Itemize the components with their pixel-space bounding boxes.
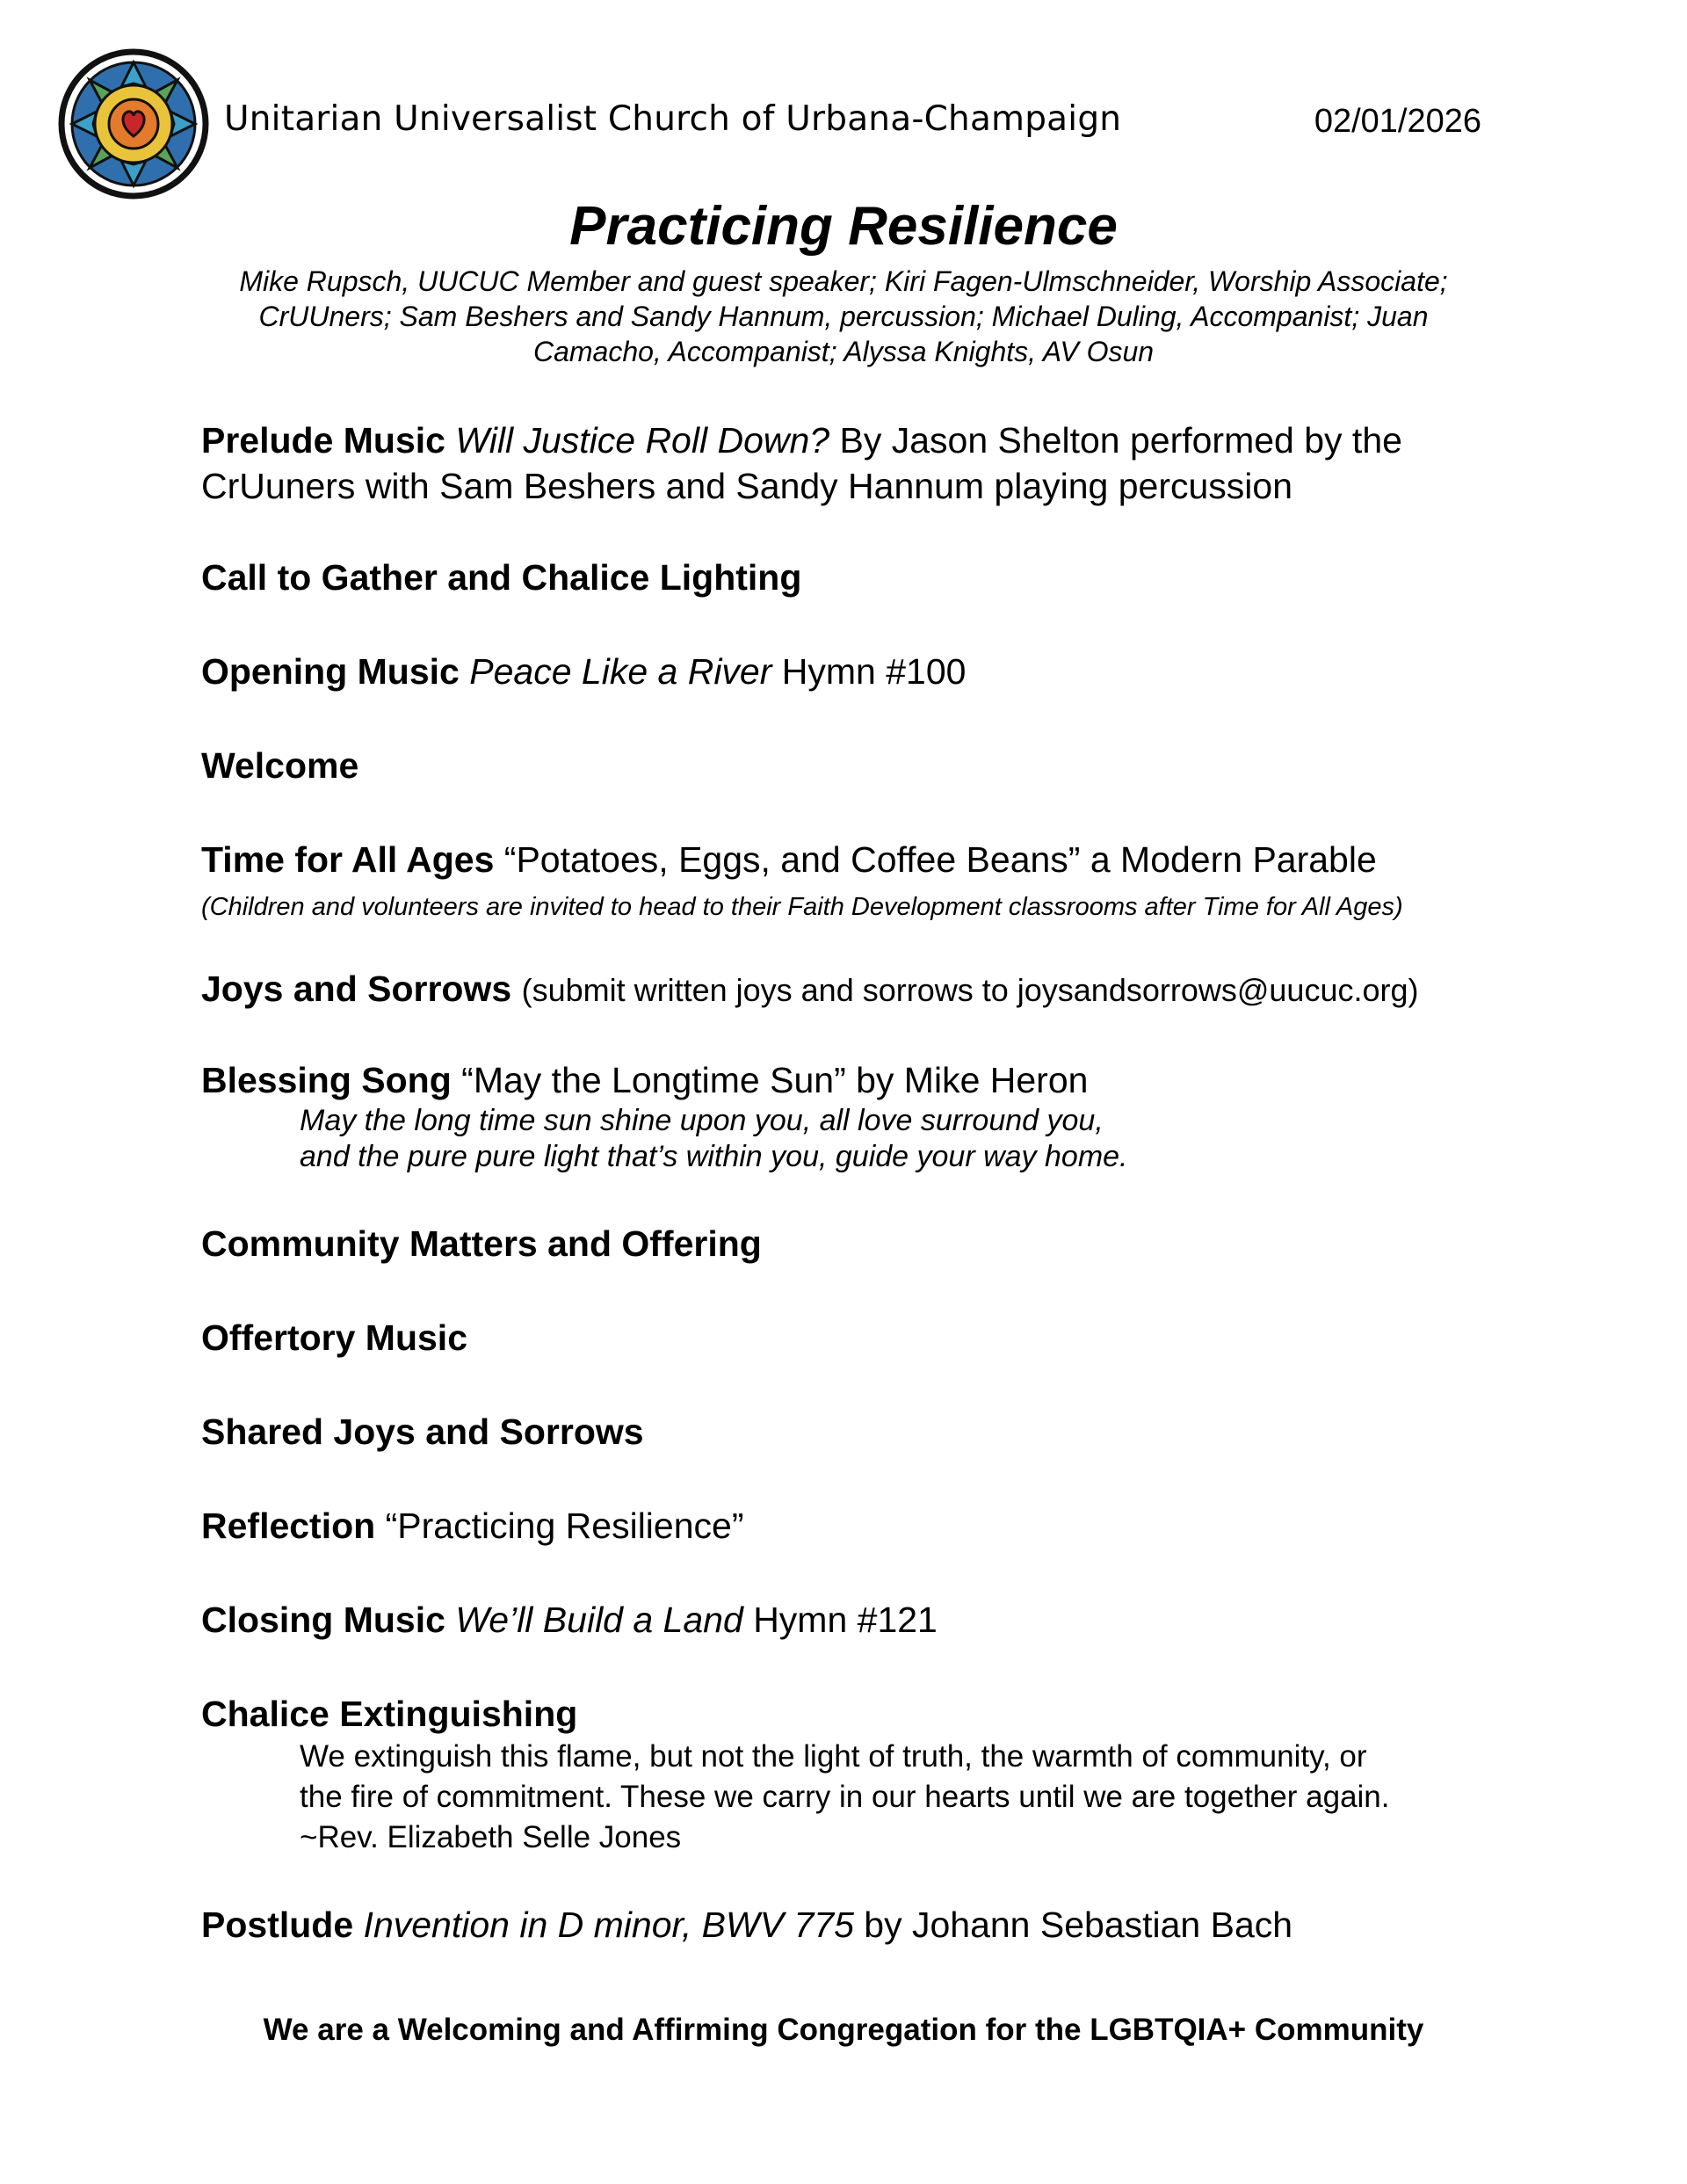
- time-for-all-ages-detail: “Potatoes, Eggs, and Coffee Beans” a Modern Parable: [503, 839, 1377, 880]
- joys-sorrows-item: [201, 966, 1519, 1013]
- prelude-detail: By Jason Shelton performed by the CrUuners with Sam Beshers and Sandy Hannum playing percussion: [201, 420, 1402, 506]
- postlude-item: [201, 1902, 1519, 1948]
- opening-heading: Opening Music: [201, 651, 460, 692]
- chalice-extinguishing-heading: Chalice Extinguishing: [201, 1694, 578, 1734]
- prelude-item: [201, 417, 1519, 509]
- community-matters-heading: Community Matters and Offering: [201, 1223, 762, 1264]
- children-note: (Children and volunteers are invited to head to their Faith Development classrooms after Time for All Ages): [201, 893, 1403, 921]
- prelude-heading: Prelude Music: [201, 420, 445, 461]
- opening-item: [201, 649, 1519, 694]
- church-name: Unitarian Universalist Church of Urbana-Champaign: [224, 99, 1122, 139]
- service-date: 02/01/2026: [1314, 103, 1481, 140]
- blessing-lyrics: [300, 1103, 1519, 1175]
- blessing-song-item: [201, 1057, 1519, 1103]
- chalice-extinguishing-words: [300, 1737, 1519, 1858]
- extinguishing-line: We extinguish this flame, but not the light of truth, the warmth of community, or: [300, 1739, 1367, 1774]
- order-of-service: [201, 417, 1519, 1948]
- welcoming-statement: We are a Welcoming and Affirming Congregation for the LGBTQIA+ Community: [263, 2013, 1424, 2047]
- welcome-heading: Welcome: [201, 745, 359, 786]
- postlude-detail: by Johann Sebastian Bach: [864, 1905, 1293, 1945]
- church-logo: [58, 48, 209, 200]
- closing-music-item: [201, 1597, 1519, 1643]
- joys-sorrows-detail: (submit written joys and sorrows to joysandsorrows@uucuc.org): [521, 972, 1419, 1008]
- postlude-heading: Postlude: [201, 1905, 354, 1945]
- lyric-line: May the long time sun shine upon you, all love surround you,: [300, 1104, 1104, 1137]
- blessing-song-detail: “May the Longtime Sun” by Mike Heron: [461, 1060, 1089, 1100]
- extinguishing-line: the fire of commitment. These we carry in our hearts until we are together again.: [300, 1780, 1390, 1814]
- postlude-title: Invention in D minor, BWV 775: [363, 1905, 854, 1945]
- blessing-song-heading: Blessing Song: [201, 1060, 452, 1100]
- reflection-detail: “Practicing Resilience”: [385, 1506, 744, 1546]
- reflection-item: [201, 1503, 1519, 1549]
- shared-joys-heading: Shared Joys and Sorrows: [201, 1411, 644, 1452]
- time-for-all-ages-heading: Time for All Ages: [201, 839, 495, 880]
- prelude-title: Will Justice Roll Down?: [455, 420, 830, 461]
- opening-detail: Hymn #100: [781, 651, 967, 692]
- closing-music-title: We’ll Build a Land: [455, 1600, 743, 1640]
- offertory-heading: Offertory Music: [201, 1317, 467, 1358]
- call-to-gather-heading: Call to Gather and Chalice Lighting: [201, 557, 802, 598]
- joys-sorrows-heading: Joys and Sorrows: [201, 969, 512, 1009]
- lyric-line: and the pure pure light that’s within you, guide your way home.: [300, 1140, 1128, 1173]
- reflection-heading: Reflection: [201, 1506, 376, 1546]
- closing-music-detail: Hymn #121: [753, 1600, 938, 1640]
- page-title: Practicing Resilience: [569, 196, 1118, 257]
- opening-title: Peace Like a River: [469, 651, 772, 692]
- time-for-all-ages-item: [201, 837, 1519, 882]
- service-credits: Mike Rupsch, UUCUC Member and guest speaker; Kiri Fagen-Ulmschneider, Worship Associate; CrUUners; Sam Beshers and Sandy Hannum, percussion; Michael Duling, Accompanist; Juan Camacho, Accompanist; Alyssa Knights, AV Osun: [239, 265, 1448, 367]
- closing-music-heading: Closing Music: [201, 1600, 445, 1640]
- extinguishing-attribution: ~Rev. Elizabeth Selle Jones: [300, 1820, 682, 1854]
